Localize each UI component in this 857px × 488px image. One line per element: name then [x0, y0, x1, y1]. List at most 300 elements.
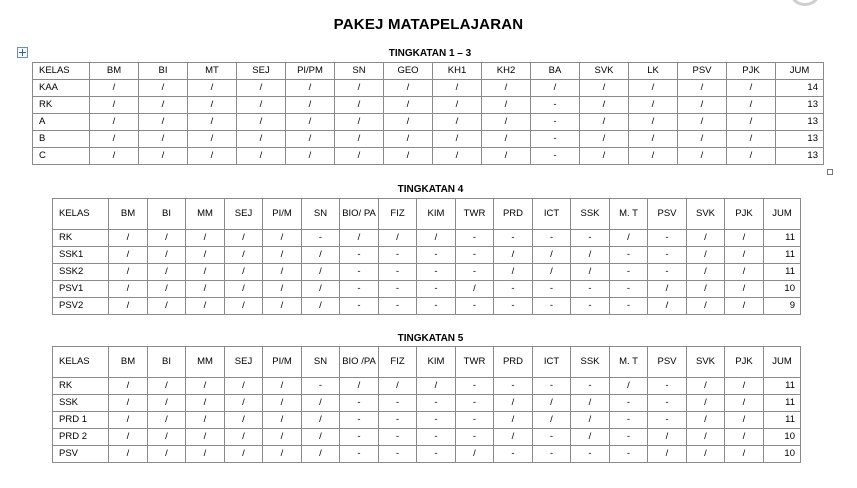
table-cell: /: [580, 114, 629, 131]
table-cell: /: [725, 281, 764, 298]
table-cell: /: [148, 429, 186, 446]
table-cell: /: [456, 446, 494, 463]
table-cell: /: [687, 264, 725, 281]
table-cell: /: [188, 114, 237, 131]
table-cell: /: [533, 412, 571, 429]
column-header: MM: [186, 199, 225, 230]
column-header: PSV: [648, 199, 687, 230]
table-cell: /: [494, 395, 533, 412]
table-cell: /: [384, 148, 433, 165]
table-cell: 9: [764, 298, 801, 315]
table-cell: /: [335, 80, 384, 97]
table-cell: 11: [764, 264, 801, 281]
table-cell: /: [148, 281, 186, 298]
table-cell: -: [340, 298, 379, 315]
table-cell: /: [225, 429, 263, 446]
table-cell: /: [109, 446, 148, 463]
table-cell: /: [225, 247, 263, 264]
table-cell: /: [186, 412, 225, 429]
table-cell: /: [340, 230, 379, 247]
table-cell: /: [580, 80, 629, 97]
column-header: PSV: [648, 347, 687, 378]
column-header: PI/M: [263, 347, 302, 378]
table-cell: -: [417, 429, 456, 446]
table-cell: /: [90, 114, 139, 131]
table-move-handle-icon[interactable]: [17, 47, 28, 58]
table-cell: -: [648, 378, 687, 395]
table-cell: /: [139, 97, 188, 114]
table-cell: /: [580, 148, 629, 165]
column-header: TWR: [456, 199, 494, 230]
table-cell: -: [531, 148, 580, 165]
table-cell: /: [571, 264, 610, 281]
table-cell: -: [340, 429, 379, 446]
table-cell: /: [186, 247, 225, 264]
table-cell: /: [109, 264, 148, 281]
table-cell: /: [571, 395, 610, 412]
table-cell: /: [186, 395, 225, 412]
table-cell: /: [186, 298, 225, 315]
table-cell: /: [629, 148, 678, 165]
table-cell: /: [648, 429, 687, 446]
table-cell: -: [379, 281, 417, 298]
table-cell: /: [482, 131, 531, 148]
class-name-cell: PSV1: [53, 281, 109, 298]
table-cell: /: [610, 378, 648, 395]
table-row: [33, 80, 824, 97]
table-cell: /: [725, 298, 764, 315]
table-cell: /: [90, 148, 139, 165]
table-cell: -: [302, 230, 340, 247]
table-cell: -: [648, 264, 687, 281]
table-cell: -: [533, 378, 571, 395]
section-title-tingkatan-4: TINGKATAN 4: [397, 184, 464, 195]
table-cell: /: [186, 230, 225, 247]
table-cell: /: [727, 148, 776, 165]
table-cell: /: [237, 148, 286, 165]
table-cell: /: [494, 264, 533, 281]
table-cell: /: [188, 80, 237, 97]
table-cell: -: [417, 412, 456, 429]
table-cell: -: [456, 395, 494, 412]
table-cell: -: [417, 298, 456, 315]
column-header: KH2: [482, 63, 531, 80]
column-header: SEJ: [225, 347, 263, 378]
table-cell: /: [225, 264, 263, 281]
table-cell: /: [379, 230, 417, 247]
column-header: PJK: [725, 199, 764, 230]
table-cell: -: [533, 281, 571, 298]
table-row: [53, 429, 801, 446]
table-cell: /: [687, 395, 725, 412]
table-cell: /: [533, 395, 571, 412]
table-cell: -: [456, 378, 494, 395]
table-cell: -: [571, 378, 610, 395]
table-header-row: [53, 347, 801, 378]
table-cell: /: [237, 114, 286, 131]
column-header: PRD: [494, 199, 533, 230]
table-cell: -: [531, 131, 580, 148]
table-cell: /: [263, 378, 302, 395]
table-cell: -: [648, 395, 687, 412]
column-header: BIO /PA: [340, 347, 379, 378]
table-cell: -: [533, 230, 571, 247]
table-cell: /: [687, 446, 725, 463]
table-cell: -: [610, 247, 648, 264]
column-header: ICT: [533, 199, 571, 230]
column-header: ICT: [533, 347, 571, 378]
table-cell: /: [109, 378, 148, 395]
table-cell: /: [302, 264, 340, 281]
corner-decoration: [790, 0, 820, 6]
table-cell: /: [648, 446, 687, 463]
column-header: MT: [188, 63, 237, 80]
table-cell: /: [725, 247, 764, 264]
column-header: BIO/ PA: [340, 199, 379, 230]
column-header: GEO: [384, 63, 433, 80]
table-cell: -: [379, 247, 417, 264]
table-row: [53, 230, 801, 247]
column-header: BI: [148, 347, 186, 378]
table-cell: /: [494, 247, 533, 264]
table-row: [53, 395, 801, 412]
table-cell: /: [687, 429, 725, 446]
table-cell: /: [687, 281, 725, 298]
class-name-cell: SSK: [53, 395, 109, 412]
table-cell: -: [340, 395, 379, 412]
table-cell: /: [225, 230, 263, 247]
table-cell: /: [139, 148, 188, 165]
table-cell: -: [648, 230, 687, 247]
table-cell: -: [379, 446, 417, 463]
table-cell: /: [148, 264, 186, 281]
table-cell: /: [482, 80, 531, 97]
section-title-tingkatan-5: TINGKATAN 5: [397, 333, 464, 344]
table-cell: 10: [764, 281, 801, 298]
column-header: SVK: [687, 199, 725, 230]
table-cell: /: [263, 247, 302, 264]
table-cell: -: [456, 230, 494, 247]
column-header: FIZ: [379, 199, 417, 230]
table-cell: /: [263, 412, 302, 429]
table-cell: /: [482, 114, 531, 131]
table-cell: -: [456, 429, 494, 446]
table-cell: /: [225, 378, 263, 395]
table-cell: /: [90, 80, 139, 97]
table-cell: -: [340, 281, 379, 298]
table-cell: /: [109, 298, 148, 315]
table-cell: /: [340, 378, 379, 395]
subject-table-tingkatan-5: [52, 346, 801, 463]
table-row: [53, 264, 801, 281]
class-name-cell: RK: [53, 378, 109, 395]
column-header: BI: [139, 63, 188, 80]
subject-table-tingkatan-4: [52, 198, 801, 315]
table-cell: /: [580, 131, 629, 148]
table-cell: /: [263, 429, 302, 446]
table-cell: -: [610, 264, 648, 281]
class-name-cell: A: [33, 114, 90, 131]
table-cell: /: [186, 281, 225, 298]
table-cell: /: [725, 429, 764, 446]
class-name-cell: SSK2: [53, 264, 109, 281]
class-name-cell: PRD 1: [53, 412, 109, 429]
table-cell: /: [109, 281, 148, 298]
table-cell: /: [148, 378, 186, 395]
table-cell: /: [727, 114, 776, 131]
table-cell: /: [384, 114, 433, 131]
table-cell: /: [188, 148, 237, 165]
column-header: BI: [148, 199, 186, 230]
table-row: [33, 114, 824, 131]
table-row: [53, 378, 801, 395]
table-cell: /: [417, 378, 456, 395]
column-header: SEJ: [237, 63, 286, 80]
table-row: [53, 281, 801, 298]
table-row: [33, 148, 824, 165]
table-cell: /: [237, 80, 286, 97]
table-cell: /: [186, 378, 225, 395]
column-header: PJK: [725, 347, 764, 378]
table-cell: -: [456, 412, 494, 429]
table-cell: /: [533, 264, 571, 281]
column-header: JUM: [764, 347, 801, 378]
table-cell: /: [109, 429, 148, 446]
table-cell: /: [533, 247, 571, 264]
column-header: PI/PM: [286, 63, 335, 80]
table-cell: -: [302, 378, 340, 395]
column-header: PSV: [678, 63, 727, 80]
table-header-row: [33, 63, 824, 80]
table-row: [53, 412, 801, 429]
page-title: PAKEJ MATAPELAJARAN: [333, 16, 524, 33]
class-name-cell: RK: [33, 97, 90, 114]
table-cell: -: [533, 298, 571, 315]
table-cell: /: [335, 97, 384, 114]
table-cell: /: [286, 131, 335, 148]
table-cell: 11: [764, 395, 801, 412]
subject-table-tingkatan-1-3: [32, 62, 824, 165]
table-cell: /: [263, 446, 302, 463]
table-cell: /: [678, 80, 727, 97]
table-cell: -: [610, 412, 648, 429]
table-cell: /: [433, 97, 482, 114]
table-cell: 10: [764, 446, 801, 463]
table-cell: /: [263, 281, 302, 298]
table-cell: /: [109, 395, 148, 412]
table-cell: /: [648, 281, 687, 298]
table-cell: /: [384, 97, 433, 114]
table-cell: -: [456, 247, 494, 264]
table-cell: /: [678, 114, 727, 131]
table-cell: -: [531, 114, 580, 131]
table-cell: /: [648, 298, 687, 315]
table-cell: -: [610, 281, 648, 298]
table-header-row: [53, 199, 801, 230]
column-header: KIM: [417, 199, 456, 230]
table-cell: /: [225, 281, 263, 298]
table-cell: /: [148, 412, 186, 429]
column-header: BM: [90, 63, 139, 80]
table-cell: /: [629, 131, 678, 148]
table-cell: -: [340, 412, 379, 429]
table-cell: /: [687, 378, 725, 395]
table-cell: -: [648, 412, 687, 429]
table-cell: /: [580, 97, 629, 114]
table-cell: /: [482, 148, 531, 165]
table-cell: -: [610, 446, 648, 463]
class-name-cell: C: [33, 148, 90, 165]
table-cell: /: [725, 446, 764, 463]
table-cell: /: [302, 281, 340, 298]
table-cell: /: [725, 264, 764, 281]
column-header: SN: [302, 199, 340, 230]
table-cell: /: [302, 395, 340, 412]
table-cell: /: [237, 131, 286, 148]
section-title-tingkatan-1-3: TINGKATAN 1 – 3: [388, 48, 472, 59]
table-cell: -: [494, 230, 533, 247]
table-cell: -: [571, 298, 610, 315]
class-name-cell: PSV: [53, 446, 109, 463]
table-cell: /: [139, 80, 188, 97]
table-cell: /: [139, 114, 188, 131]
table-cell: 11: [764, 412, 801, 429]
table-cell: /: [433, 148, 482, 165]
table-cell: /: [188, 131, 237, 148]
column-header: KELAS: [33, 63, 90, 80]
table-cell: 10: [764, 429, 801, 446]
table-cell: /: [678, 131, 727, 148]
table-cell: /: [482, 97, 531, 114]
table-cell: /: [678, 148, 727, 165]
table-cell: /: [302, 429, 340, 446]
table-cell: /: [109, 230, 148, 247]
table-cell: /: [725, 395, 764, 412]
table-cell: -: [379, 264, 417, 281]
table-cell: -: [610, 298, 648, 315]
table-cell: -: [494, 281, 533, 298]
table-cell: /: [727, 80, 776, 97]
table-cell: /: [433, 80, 482, 97]
table-cell: -: [494, 378, 533, 395]
column-header: SVK: [580, 63, 629, 80]
column-header: KIM: [417, 347, 456, 378]
table-cell: -: [494, 298, 533, 315]
table-cell: /: [286, 114, 335, 131]
table-row: [33, 97, 824, 114]
table-cell: /: [384, 131, 433, 148]
table-cell: -: [648, 247, 687, 264]
column-header: SSK: [571, 199, 610, 230]
table-cell: 11: [764, 230, 801, 247]
table-cell: -: [610, 395, 648, 412]
column-header: JUM: [764, 199, 801, 230]
table-resize-handle[interactable]: [827, 169, 833, 175]
table-cell: /: [687, 247, 725, 264]
table-cell: -: [610, 429, 648, 446]
column-header: PRD: [494, 347, 533, 378]
table-cell: 13: [776, 114, 824, 131]
table-cell: /: [335, 131, 384, 148]
table-cell: -: [456, 298, 494, 315]
table-cell: /: [148, 230, 186, 247]
table-cell: /: [263, 264, 302, 281]
table-cell: /: [725, 412, 764, 429]
table-cell: -: [417, 446, 456, 463]
table-cell: /: [225, 446, 263, 463]
table-cell: /: [148, 298, 186, 315]
table-cell: -: [571, 230, 610, 247]
table-cell: /: [629, 97, 678, 114]
table-cell: -: [456, 264, 494, 281]
column-header: SEJ: [225, 199, 263, 230]
table-cell: /: [571, 412, 610, 429]
table-cell: /: [263, 395, 302, 412]
table-cell: /: [139, 131, 188, 148]
table-cell: /: [571, 429, 610, 446]
class-name-cell: RK: [53, 230, 109, 247]
table-cell: /: [263, 230, 302, 247]
column-header: FIZ: [379, 347, 417, 378]
table-cell: /: [687, 298, 725, 315]
column-header: M. T: [610, 347, 648, 378]
table-cell: /: [225, 412, 263, 429]
table-cell: /: [687, 412, 725, 429]
table-cell: /: [148, 395, 186, 412]
table-cell: -: [417, 281, 456, 298]
table-cell: /: [725, 378, 764, 395]
table-cell: /: [727, 97, 776, 114]
table-cell: 13: [776, 131, 824, 148]
table-cell: /: [286, 80, 335, 97]
table-cell: -: [379, 298, 417, 315]
table-cell: /: [302, 247, 340, 264]
table-cell: /: [687, 230, 725, 247]
table-cell: /: [225, 298, 263, 315]
column-header: SVK: [687, 347, 725, 378]
table-cell: /: [302, 446, 340, 463]
table-cell: /: [263, 298, 302, 315]
table-cell: 13: [776, 97, 824, 114]
table-cell: /: [417, 230, 456, 247]
table-cell: -: [494, 446, 533, 463]
table-cell: 11: [764, 247, 801, 264]
column-header: M. T: [610, 199, 648, 230]
table-row: [53, 446, 801, 463]
table-cell: -: [417, 247, 456, 264]
table-cell: -: [571, 446, 610, 463]
table-cell: -: [340, 264, 379, 281]
column-header: PI/M: [263, 199, 302, 230]
column-header: BM: [109, 347, 148, 378]
table-cell: /: [335, 148, 384, 165]
table-cell: -: [417, 395, 456, 412]
column-header: KH1: [433, 63, 482, 80]
table-cell: /: [148, 446, 186, 463]
table-cell: /: [433, 131, 482, 148]
table-cell: /: [90, 97, 139, 114]
table-cell: /: [725, 230, 764, 247]
column-header: BM: [109, 199, 148, 230]
column-header: KELAS: [53, 347, 109, 378]
table-cell: -: [571, 281, 610, 298]
column-header: BA: [531, 63, 580, 80]
table-cell: /: [186, 264, 225, 281]
table-cell: /: [433, 114, 482, 131]
class-name-cell: B: [33, 131, 90, 148]
table-cell: /: [494, 429, 533, 446]
column-header: JUM: [776, 63, 824, 80]
